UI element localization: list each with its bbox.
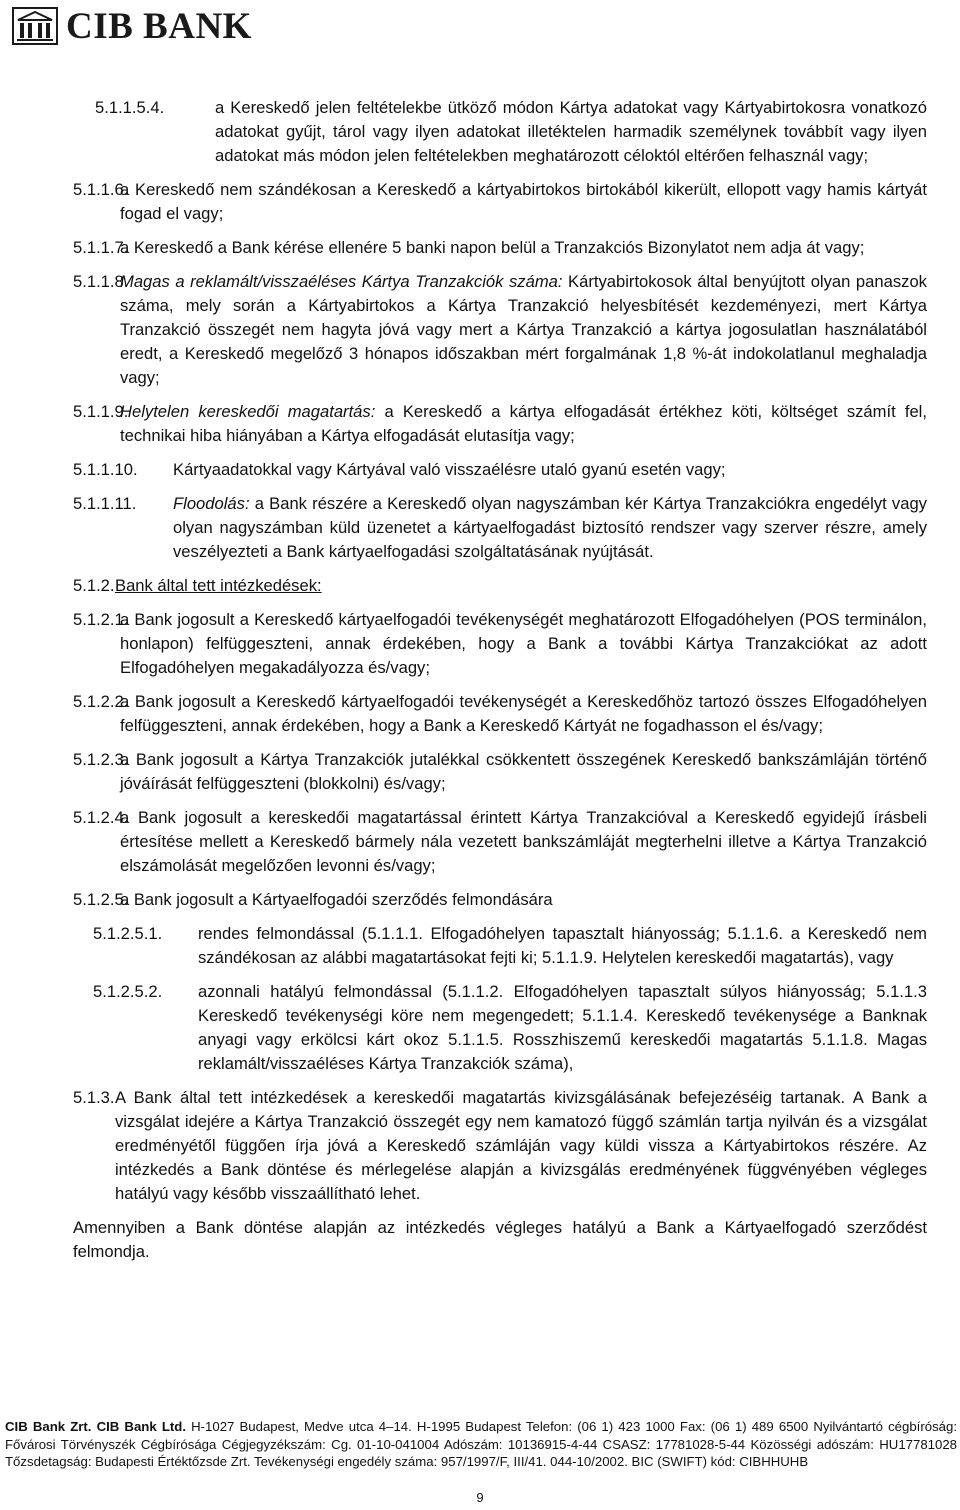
item-lead: Magas a reklamált/visszaéléses Kártya Tranzakciók száma:: [120, 272, 563, 291]
item-body: a Bank jogosult a Kereskedő kártyaelfogadói tevékenységét meghatározott Elfogadóhelyen (POS terminálon, honlapon) felfüggeszteni, annak érdekében, hogy a Bank a további Kártya Tranzakciókat az adott Elfogadóhelyen megakadályozza és/vagy;: [120, 610, 927, 677]
item-text: [120, 178, 927, 226]
item-number: 5.1.2.: [73, 576, 115, 595]
list-item: [73, 574, 927, 598]
item-text: [115, 1086, 927, 1206]
list-item: [73, 748, 927, 796]
bank-logo: [12, 6, 252, 46]
item-number: 5.1.1.7.: [73, 238, 129, 257]
item-number: 5.1.2.5.2.: [93, 982, 163, 1001]
item-text: [120, 806, 927, 878]
item-text: [120, 236, 927, 260]
item-body: a Kereskedő a Bank kérése ellenére 5 banki napon belül a Tranzakciós Bizonylatot nem adja át vagy;: [120, 238, 865, 257]
item-body: a Bank jogosult a Kereskedő kártyaelfogadói tevékenységét a Kereskedőhöz tartozó összes Elfogadóhelyen felfüggeszteni, annak érdekében, hogy a Bank a Kereskedő Kártyát ne fogadhasson el és/vagy;: [120, 692, 927, 735]
item-lead: Helytelen kereskedői magatartás:: [120, 402, 376, 421]
item-body: Kártyabirtokosok által benyújtott olyan panaszok száma, mely során a Kártyabirtokos a Kártya Tranzakció helyesbítését kezdeményezi, mert Kártya Tranzakció összegét nem hagyta jóvá vagy mert a Kártya Tranzakció a kártya jogosulatlan használatából eredt, a Kereskedő megelőző 3 hónapos időszakban mért forgalmának 1,8 %-át indokolatlanul meghaladja vagy;: [120, 272, 927, 387]
list-item: [73, 178, 927, 226]
bank-building-icon: [12, 7, 58, 45]
brand-name: CIB BANK: [66, 5, 252, 47]
item-body: a Kereskedő jelen feltételekbe ütköző módon Kártya adatokat vagy Kártyabirtokosra vonatkozó adatokat gyűjt, tárol vagy ilyen adatokat illetéktelen harmadik személynek továbbít vagy ilyen adatokat más módon jelen feltételekben meghatározott céloktól eltérően felhasznál vagy;: [215, 98, 927, 165]
item-text: [198, 922, 927, 970]
item-number: 5.1.2.1.: [73, 610, 129, 629]
item-text: [120, 608, 927, 680]
footer-details: H-1027 Budapest, Medve utca 4–14. H-1995 Budapest Telefon: (06 1) 423 1000 Fax: (06 1) 489 6500 Nyilvántartó cégbíróság: Fővárosi Törvényszék Cégbírósága Cégjegyzékszám: Cg. 01-10-041004 Adószám: 10136915-4-44 CSASZ: 17781028-5-44 Közösségi adószám: HU17781028 Tőzsdetagság: Budapesti Értéktőzsde Zrt. Tevékenységi engedély száma: 957/1997/F, III/41. 044-10/2002. BIC (SWIFT) kód: CIBHHUHB: [5, 1419, 957, 1469]
item-number: 5.1.1.6.: [73, 180, 129, 199]
list-item: [73, 492, 927, 564]
list-item: [73, 608, 927, 680]
list-item: [73, 806, 927, 878]
item-body: a Bank részére a Kereskedő olyan nagyszámban kér Kártya Tranzakciókra engedélyt vagy olyan nagyszámban küld üzenetet a kártyaelfogadást biztosító rendszer vagy szerver részre, amely veszélyezteti a Bank kártyaelfogadási szolgáltatásának nyújtását.: [173, 494, 927, 561]
list-item: [93, 922, 927, 970]
item-body: rendes felmondással (5.1.1.1. Elfogadóhelyen tapasztalt hiányosság; 5.1.1.6. a Kereskedő nem szándékosan az alábbi magatartásokat fejti ki; 5.1.1.9. Helytelen kereskedői magatartás), vagy: [198, 924, 927, 967]
item-lead: Floodolás:: [173, 494, 250, 513]
list-item: [73, 458, 927, 482]
item-body: a Bank jogosult a Kártya Tranzakciók jutalékkal csökkentett összegének Kereskedő bankszámláján történő jóváírását felfüggeszteni (blokkolni) és/vagy;: [120, 750, 927, 793]
item-number: 5.1.2.3.: [73, 750, 129, 769]
item-text: [173, 458, 927, 482]
item-number: 5.1.2.5.: [73, 890, 129, 909]
item-body: a Bank jogosult a kereskedői magatartással érintett Kártya Tranzakcióval a Kereskedő egyidejű írásbeli értesítése mellett a Kereskedő bármely nála vezetett bankszámláját megterhelni illetve a Kártya Tranzakció elszámolását megelőzően levonni és/vagy;: [120, 808, 927, 875]
item-text: [173, 492, 927, 564]
item-body: Kártyaadatokkal vagy Kártyával való visszaélésre utaló gyanú esetén vagy;: [173, 460, 726, 479]
item-text: [120, 270, 927, 390]
item-number: 5.1.3.: [73, 1088, 115, 1107]
list-item: [73, 1086, 927, 1206]
item-number: 5.1.1.5.4.: [95, 98, 165, 117]
section-heading: Bank által tett intézkedések:: [115, 576, 322, 595]
footer: [5, 1418, 957, 1471]
list-item: [73, 888, 927, 912]
item-number: 5.1.2.2.: [73, 692, 129, 711]
list-item: [73, 400, 927, 448]
list-item: [73, 96, 927, 168]
item-number: 5.1.2.4.: [73, 808, 129, 827]
list-item: [93, 980, 927, 1076]
item-number: 5.1.1.11.: [73, 494, 137, 513]
item-body: a Kereskedő a kártya elfogadását értékhez köti, költséget számít fel, technikai hiba hiányában a Kártya elfogadását elutasítja vagy;: [120, 402, 927, 445]
item-number: 5.1.2.5.1.: [93, 924, 163, 943]
item-body: A Bank által tett intézkedések a kereskedői magatartás kivizsgálásának befejezéséig tartanak. A Bank a vizsgálat idejére a Kártya Tranzakció összegét egy nem kamatozó függő számlán tartja nyilván és a vizsgálat eredményétől függően írja jóvá a Kereskedő számláján vagy küldi vissza a Kártyabirtokos részére. Az intézkedés a Bank döntése és mérlegelése alapján a kivizsgálás eredményének függvényében végleges hatályú vagy később visszaállítható lehet.: [115, 1088, 927, 1203]
item-number: 5.1.1.10.: [73, 460, 138, 479]
footer-company: CIB Bank Zrt. CIB Bank Ltd.: [5, 1419, 186, 1434]
item-text: [120, 888, 927, 912]
closing-paragraph: Amennyiben a Bank döntése alapján az intézkedés végleges hatályú a Bank a Kártyaelfogadó szerződést felmondja.: [73, 1218, 927, 1261]
list-item: [73, 236, 927, 260]
item-body: azonnali hatályú felmondással (5.1.1.2. Elfogadóhelyen tapasztalt súlyos hiányosság; 5.1.1.3 Kereskedő tevékenységi köre nem megengedett; 5.1.1.4. Kereskedő tevékenysége a Banknak anyagi vagy erkölcsi kárt okoz 5.1.1.5. Rosszhiszemű kereskedői magatartás 5.1.1.8. Magas reklamált/visszaéléses Kártya Tranzakciók száma),: [198, 982, 927, 1073]
item-text: [198, 980, 927, 1076]
page-number: 9: [476, 1490, 484, 1505]
item-text: [215, 96, 927, 168]
item-text: [115, 574, 927, 598]
item-number: 5.1.1.9.: [73, 402, 129, 421]
item-text: [120, 690, 927, 738]
item-text: [120, 400, 927, 448]
list-item: [73, 270, 927, 390]
item-text: [120, 748, 927, 796]
document-body: [73, 96, 927, 1264]
list-item: [73, 690, 927, 738]
item-body: a Bank jogosult a Kártyaelfogadói szerződés felmondására: [120, 890, 553, 909]
item-number: 5.1.1.8.: [73, 272, 129, 291]
item-body: a Kereskedő nem szándékosan a Kereskedő a kártyabirtokos birtokából kikerült, ellopott vagy hamis kártyát fogad el vagy;: [120, 180, 927, 223]
